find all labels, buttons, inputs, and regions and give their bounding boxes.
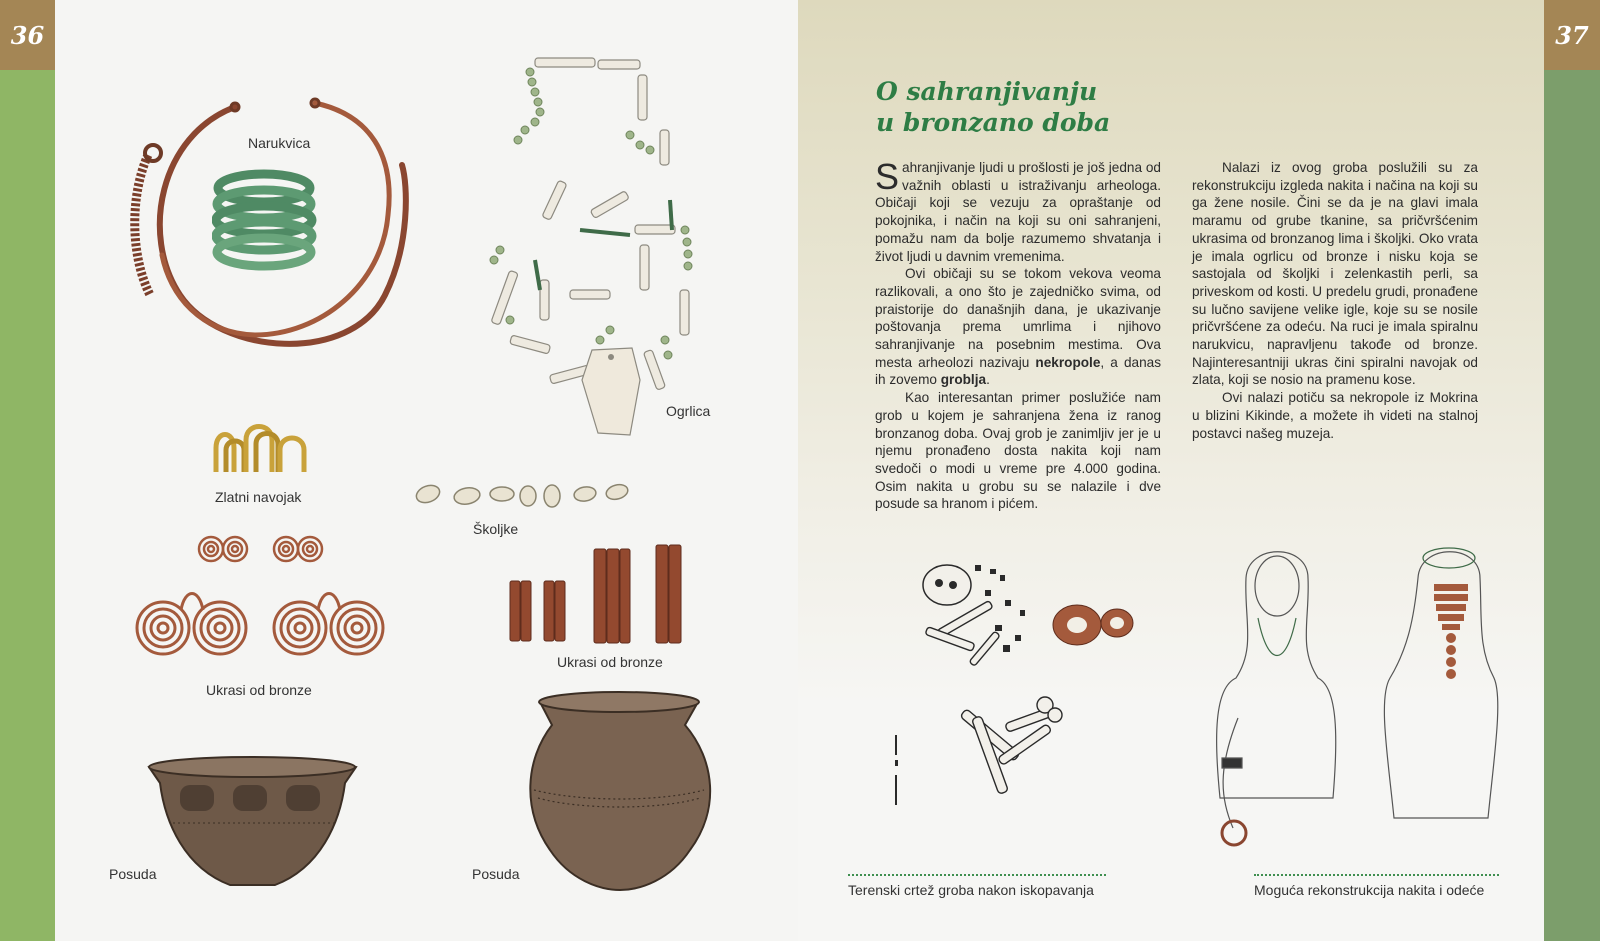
left-margin-band xyxy=(0,0,55,941)
article-title-line2: u bronzano doba xyxy=(876,108,1111,137)
article-title xyxy=(876,76,1110,138)
pot-vessel-illustration xyxy=(520,690,715,895)
reconstruction-caption-rule xyxy=(1254,874,1499,876)
caption-posuda-left: Posuda xyxy=(109,866,157,882)
grave-caption: Terenski crtež groba nakon iskopavanja xyxy=(848,882,1094,898)
paragraph-5: Ovi nalazi potiču sa nekropole iz Mokrina u blizini Kikinde, a možete ih videti na stalnoj postavci našeg muzeja. xyxy=(1192,390,1478,441)
caption-ogrlica: Ogrlica xyxy=(666,403,711,419)
spiral-bracelet-illustration xyxy=(212,168,317,278)
grave-field-drawing xyxy=(895,555,1160,850)
paragraph-2: Ovi običaji su se tokom vekova veoma razlikovali, a ono što je zajedničko svima, od praistorije do današnjih dana, je ukazivanje poštovanja prema umrlima i njihovo sahranjivanje na posebnim mestima. Ova mesta arheolozi nazivaju nekropole, a danas ih zovemo groblja. xyxy=(875,266,1162,388)
drop-cap: S xyxy=(875,156,900,197)
article-title-line1: O sahranjivanju xyxy=(876,77,1098,106)
text-column-1 xyxy=(875,156,1162,513)
bead-necklace-illustration xyxy=(480,50,720,445)
term-groblja: groblja xyxy=(940,372,987,388)
paragraph-3: Kao interesantan primer poslužiće nam grob u kojem je sahranjena žena iz ranog bronzanog doba. Ovaj grob je zanimljiv jer je u njemu pronađeno dosta nakita koji nam svedoči o modi u vreme pre 4.000 godina. Osim nakita u grobu su se nalazile i dve posude sa hranom i pićem. xyxy=(875,390,1161,512)
bronze-spirals-illustration xyxy=(135,528,390,668)
caption-ukrasi-right: Ukrasi od bronze xyxy=(557,654,663,670)
page-number-right: 37 xyxy=(1544,0,1600,70)
right-margin-band xyxy=(1544,0,1600,941)
caption-ukrasi-left: Ukrasi od bronze xyxy=(206,682,312,698)
page-number-left: 36 xyxy=(0,0,55,70)
reconstruction-caption: Moguća rekonstrukcija nakita i odeće xyxy=(1254,882,1485,898)
paragraph-1: Sahranjivanje ljudi u prošlosti je još jedna od važnih oblasti u istraživanju arheologa. Običaji koji se vezuju za opraštanje od pokojnika, i način na koji su oni sahranjeni, pomažu nam da bolje razumemo shvatanja i život ljudi u davnim vremenima. xyxy=(875,156,1161,264)
bronze-tubes-illustration xyxy=(508,543,693,645)
text-column-2 xyxy=(1192,159,1478,442)
caption-zlatni-navojak: Zlatni navojak xyxy=(215,489,302,505)
bowl-vessel-illustration xyxy=(145,753,360,893)
caption-posuda-right: Posuda xyxy=(472,866,520,882)
caption-skoljke: Školjke xyxy=(473,521,519,537)
caption-narukvica: Narukvica xyxy=(248,135,311,151)
grave-caption-rule xyxy=(848,874,1106,876)
term-nekropole: nekropole xyxy=(1035,354,1101,370)
shells-illustration xyxy=(412,478,637,514)
paragraph-4: Nalazi iz ovog groba poslužili su za rekonstrukciju izgleda nakita i načina na koji su ga žene nosile. Čini se da je na glavi imala maramu od grube tkanine, sa pričvršćenim ukrasima od bronzanog lima i školjki. Oko vrata je imala ogrlicu od bronze i nisku koja se sastojala od školjki i zelenkastih perli, sa priveskom od kosti. U predelu grudi, pronađene su lučno savijene velike igle, koje su se nosile pričvršćene za odeću. Na ruci je imala spiralnu narukvicu, napravljenu takođe od bronze. Najinteresantniji ukras čini spiralni navojak od zlata, koji se nosio na pramenu kose. xyxy=(1192,160,1478,388)
gold-spiral-illustration xyxy=(212,420,310,478)
reconstruction-drawing xyxy=(1198,538,1516,858)
